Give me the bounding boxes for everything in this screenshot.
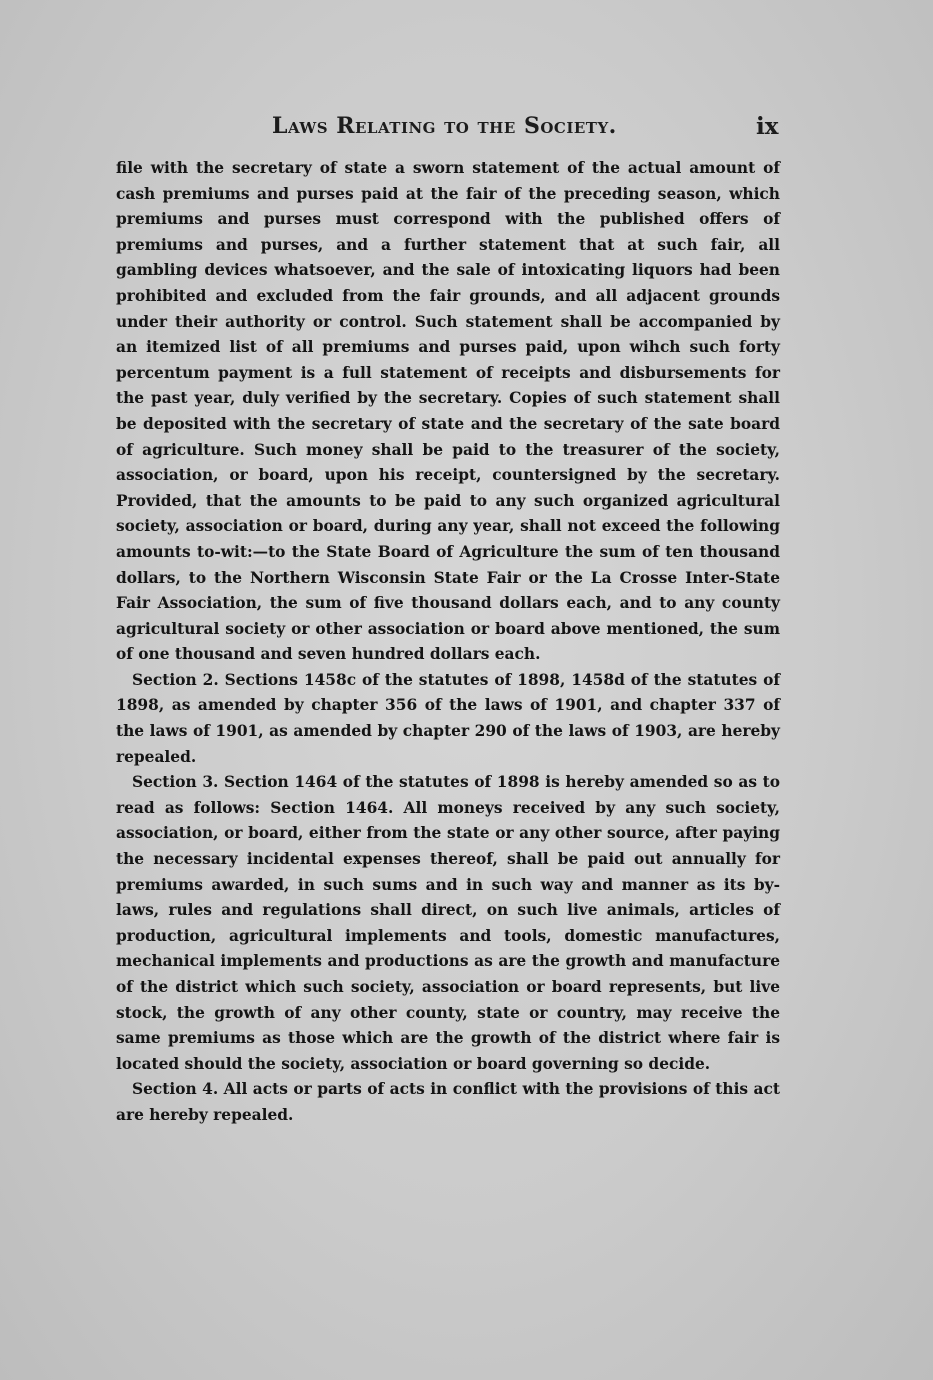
page-number: ix xyxy=(756,113,779,140)
body-text xyxy=(116,156,780,1129)
paragraph-section-3: Section 3. Section 1464 of the statutes of 1898 is hereby amended so as to read as follows: Section 1464. All moneys received by any such society, association, or board, either from the state or any other source, after paying the necessary incidental expenses thereof, shall be paid out annually for premiums awarded, in such sums and in such way and manner as its by-laws, rules and regulations shall direct, on such live animals, articles of production, agricultural implements and tools, domestic manufactures, mechanical implements and productions as are the growth and manufacture of the district which such society, association or board represents, but live stock, the growth of any other county, state or country, may receive the same premiums as those which are the growth of the district where fair is located should the society, association or board governing so decide. xyxy=(116,773,780,1073)
running-head: Laws Relating to the Society. xyxy=(272,113,617,139)
page-header xyxy=(0,113,933,143)
paragraph-section-2: Section 2. Sections 1458c of the statutes of 1898, 1458d of the statutes of 1898, as amended by chapter 356 of the laws of 1901, and chapter 337 of the laws of 1901, as amended by chapter 290 of the laws of 1903, are hereby repealed. xyxy=(116,670,780,766)
paragraph-section-4: Section 4. All acts or parts of acts in conflict with the provisions of this act are hereby repealed. xyxy=(116,1080,780,1124)
paragraph-continuation: file with the secretary of state a sworn statement of the actual amount of cash premiums and purses paid at the fair of the preceding season, which premiums and purses must correspond with the published offers of premiums and purses, and a further statement that at such fair, all gambling devices whatsoever, and the sale of intoxicating liquors had been prohibited and excluded from the fair grounds, and all adjacent grounds under their authority or control. Such statement shall be accompanied by an itemized list of all premiums and purses paid, upon wihch such forty percentum payment is a full statement of receipts and disbursements for the past year, duly verified by the secretary. Copies of such statement shall be deposited with the secretary of state and the secretary of the sate board of agriculture. Such money shall be paid to the treasurer of the society, association, or board, upon his receipt, countersigned by the secretary. Provided, that the amounts to be paid to any such organized agricultural society, association or board, during any year, shall not exceed the following amounts to-wit:—to the State Board of Agriculture the sum of ten thousand dollars, to the Northern Wisconsin State Fair or the La Crosse Inter-State Fair Association, the sum of five thousand dollars each, and to any county agricultural society or other association or board above mentioned, the sum of one thousand and seven hundred dollars each. xyxy=(116,159,780,664)
